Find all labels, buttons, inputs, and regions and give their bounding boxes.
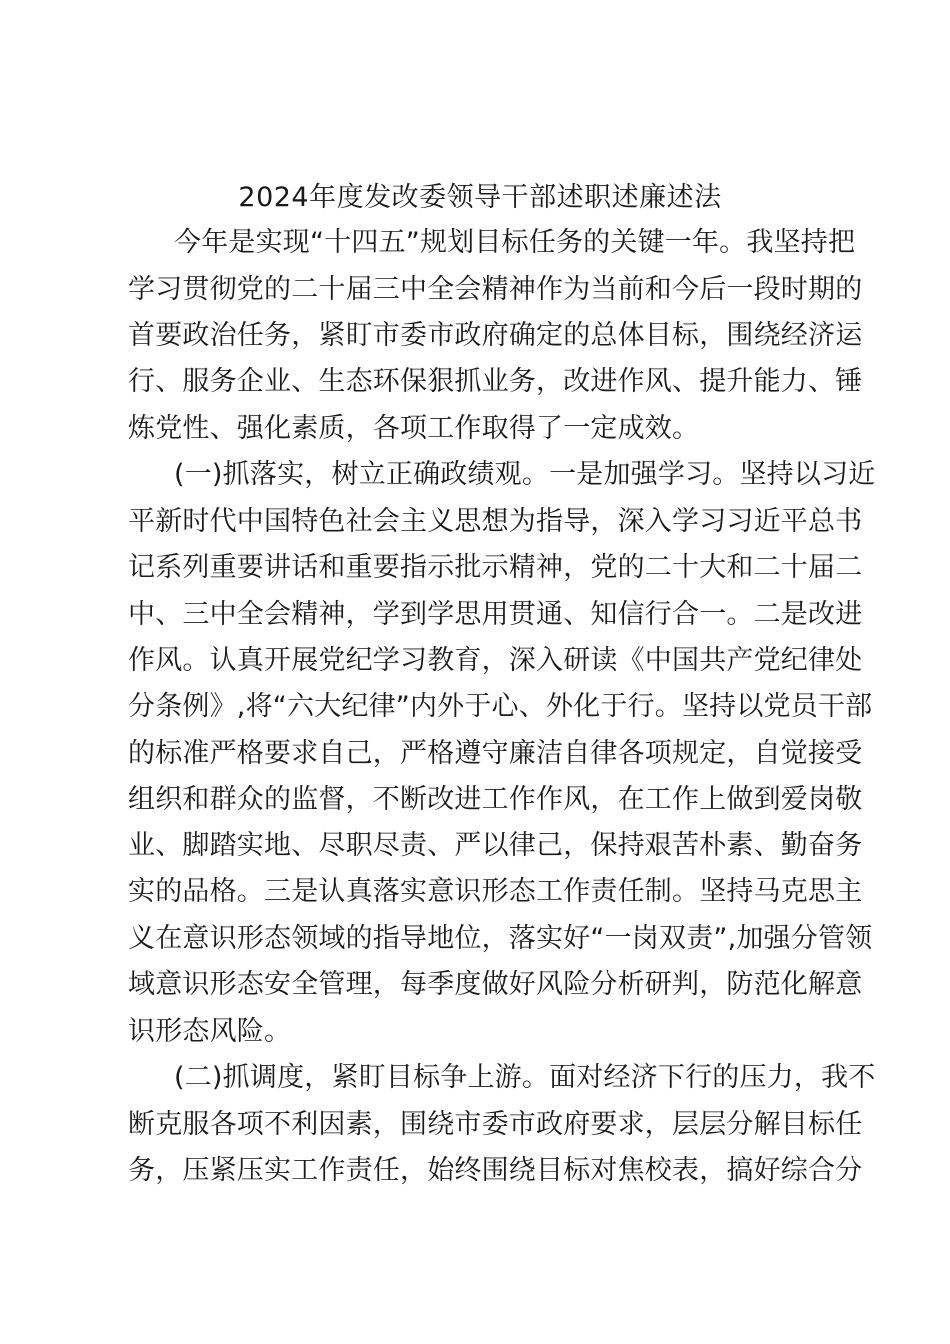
paragraph-line: 首要政治任务，紧盯市委市政府确定的总体目标，围绕经济运 <box>128 320 863 351</box>
paragraph-line: 中、三中全会精神，学到学思用贯通、知信行合一。二是改进 <box>128 599 863 630</box>
paragraph-line: (一)抓落实，树立正确政绩观。一是加强学习。坚持以习近 <box>174 459 876 490</box>
paragraph-line: 业、脚踏实地、尽职尽责、严以律己，保持艰苦朴素、勤奋务 <box>128 830 863 861</box>
paragraph-line: 断克服各项不利因素，围绕市委市政府要求，层层分解目标任 <box>128 1109 863 1140</box>
paragraph-line: 组织和群众的监督，不断改进工作作风，在工作上做到爱岗敬 <box>128 784 863 815</box>
paragraph-line: 学习贯彻党的二十届三中全会精神作为当前和今后一段时期的 <box>128 274 863 305</box>
paragraph-line: 义在意识形态领域的指导地位，落实好“一岗双责”,加强分管领 <box>128 923 873 954</box>
paragraph-line: 平新时代中国特色社会主义思想为指导，深入学习习近平总书 <box>128 506 863 537</box>
paragraph-line: 的标准严格要求自己，严格遵守廉洁自律各项规定，自觉接受 <box>128 738 863 769</box>
paragraph-line: 实的品格。三是认真落实意识形态工作责任制。坚持马克思主 <box>128 876 863 907</box>
paragraph-line: (二)抓调度，紧盯目标争上游。面对经济下行的压力，我不 <box>174 1062 876 1093</box>
paragraph-line: 记系列重要讲话和重要指示批示精神，党的二十大和二十届二 <box>128 552 863 583</box>
paragraph-line: 分条例》,将“六大纪律”内外于心、外化于行。坚持以党员干部 <box>128 691 873 722</box>
paragraph-line: 域意识形态安全管理，每季度做好风险分析研判，防范化解意 <box>128 969 863 1000</box>
paragraph-line: 行、服务企业、生态环保狠抓业务，改进作风、提升能力、锤 <box>128 366 863 397</box>
paragraph-line: 务，压紧压实工作责任，始终围绕目标对焦校表，搞好综合分 <box>128 1155 863 1186</box>
paragraph-line: 作风。认真开展党纪学习教育，深入研读《中国共产党纪律处 <box>128 645 863 676</box>
document-title: 2024年度发改委领导干部述职述廉述法 <box>238 182 722 213</box>
paragraph-line: 炼党性、强化素质，各项工作取得了一定成效。 <box>128 413 700 444</box>
paragraph-line: 今年是实现“十四五”规划目标任务的关键一年。我坚持把 <box>174 227 856 258</box>
paragraph-line: 识形态风险。 <box>128 1016 292 1047</box>
